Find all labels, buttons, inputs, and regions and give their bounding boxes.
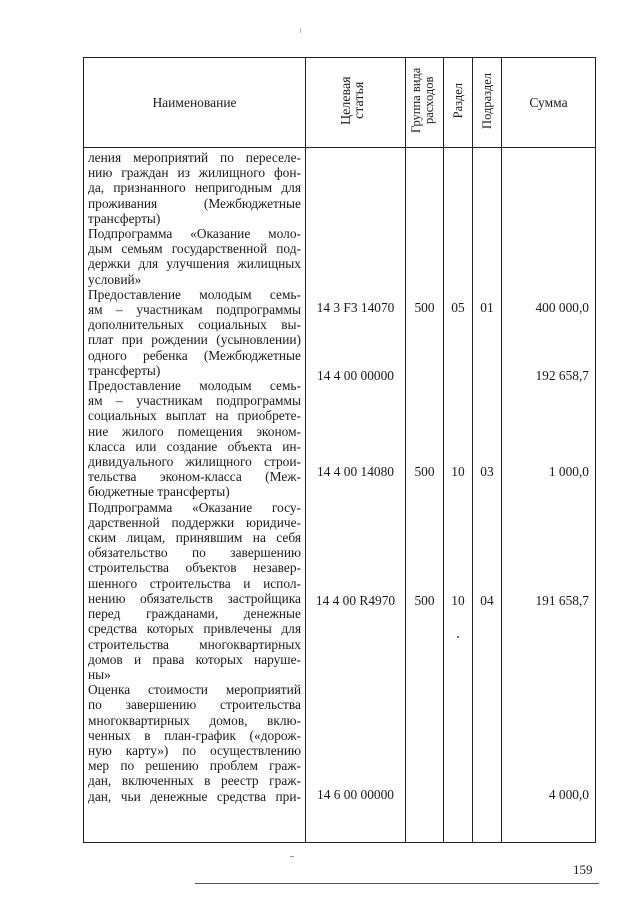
row-amount: 1 000,0 bbox=[548, 464, 589, 479]
name-line: дым семьям государственной под- bbox=[88, 241, 301, 257]
name-line: перед гражданами, денежные bbox=[88, 606, 301, 622]
row-code: 14 6 00 00000 bbox=[317, 787, 394, 802]
row-subsection: 01 bbox=[480, 300, 494, 315]
row-code: 14 4 00 14080 bbox=[317, 464, 394, 479]
scan-speck bbox=[457, 636, 459, 638]
name-line: обязательство по завершению bbox=[88, 545, 301, 561]
row-amount: 192 658,7 bbox=[535, 368, 589, 383]
name-line: по завершению строительства bbox=[88, 697, 301, 713]
row-amount: 191 658,7 bbox=[535, 593, 589, 608]
name-line: нению обязательств застройщика bbox=[88, 590, 301, 606]
header-expense-group: Группа вида расходов bbox=[406, 58, 444, 148]
name-line: ям – участникам подпрограммы bbox=[88, 302, 301, 318]
code-column bbox=[306, 148, 406, 843]
header-section: Раздел bbox=[444, 58, 473, 148]
name-line: Подпрограмма «Оказание моло- bbox=[88, 226, 301, 242]
row-group: 500 bbox=[414, 593, 435, 608]
row-group: 500 bbox=[414, 300, 435, 315]
header-name: Наименование bbox=[84, 58, 306, 148]
name-line: ние жилого помещения эконом- bbox=[88, 423, 301, 439]
name-line: строительства объектов незавер- bbox=[88, 560, 301, 576]
row-section: 10 bbox=[451, 593, 465, 608]
name-line: мер по решению проблем граж- bbox=[88, 758, 301, 774]
header-amount: Сумма bbox=[502, 58, 596, 148]
name-line: шенного строительства и испол- bbox=[88, 575, 301, 591]
amount-column bbox=[502, 148, 596, 843]
names-column bbox=[84, 148, 306, 843]
name-line: Предоставление молодым семь- bbox=[88, 286, 301, 302]
row-code: 14 4 00 R4970 bbox=[315, 593, 396, 608]
top-mark bbox=[300, 28, 301, 33]
name-line: трансферты) bbox=[88, 210, 161, 226]
budget-table bbox=[83, 57, 596, 843]
name-line: условий» bbox=[88, 271, 142, 287]
footer-rule bbox=[195, 883, 599, 884]
table-header-row bbox=[84, 58, 596, 148]
table-body-row bbox=[84, 148, 596, 843]
name-line: Предоставление молодым семь- bbox=[88, 378, 301, 394]
row-section: 10 bbox=[451, 464, 465, 479]
name-line: одного ребенка (Межбюджетные bbox=[88, 347, 301, 363]
header-subsection: Подраздел bbox=[473, 58, 502, 148]
row-code: 14 3 F3 14070 bbox=[316, 300, 395, 315]
page-number: 159 bbox=[573, 862, 593, 877]
name-line: дан, включенных в реестр граж- bbox=[88, 773, 301, 789]
row-subsection: 04 bbox=[480, 593, 494, 608]
row-subsection: 03 bbox=[480, 464, 494, 479]
name-line: ским лицам, принявшим на себя bbox=[88, 530, 301, 546]
subsection-column bbox=[473, 148, 502, 843]
name-line: дарственной поддержки юридиче- bbox=[88, 514, 301, 530]
name-line: многоквартирных домов, вклю- bbox=[88, 712, 301, 728]
name-line: проживания (Межбюджетные bbox=[88, 195, 301, 211]
name-line: дивидуального жилищного строи- bbox=[88, 454, 301, 470]
row-amount: 400 000,0 bbox=[535, 300, 589, 315]
name-line: средства которых привлечены для bbox=[88, 621, 301, 637]
name-line: ченных в план-график («дорож- bbox=[88, 727, 301, 743]
name-line: трансферты) bbox=[88, 362, 161, 378]
name-line: социальных выплат на приобрете- bbox=[88, 408, 301, 424]
name-line: домов и права которых наруше- bbox=[88, 651, 301, 667]
name-line: дополнительных социальных вы- bbox=[88, 317, 301, 333]
name-line: ную карту») по осуществлению bbox=[88, 742, 301, 758]
row-amount: 4 000,0 bbox=[548, 787, 589, 802]
header-target-article: Целевая статья bbox=[306, 58, 406, 148]
name-line: дан, чьи денежные средства при- bbox=[88, 788, 301, 804]
name-line: тельства эконом-класса (Меж- bbox=[88, 469, 301, 485]
row-group: 500 bbox=[414, 464, 435, 479]
name-line: ны» bbox=[88, 666, 111, 682]
name-line: бюджетные трансферты) bbox=[88, 484, 230, 500]
scan-mark bbox=[290, 856, 294, 857]
name-line: держки для улучшения жилищных bbox=[88, 256, 301, 272]
name-line: строительства многоквартирных bbox=[88, 636, 301, 652]
name-line: нию граждан из жилищного фон- bbox=[88, 165, 301, 181]
name-line: Подпрограмма «Оказание госу- bbox=[88, 499, 301, 515]
name-line: ления мероприятий по переселе- bbox=[88, 150, 301, 165]
name-line: ям – участникам подпрограммы bbox=[88, 393, 301, 409]
row-section: 05 bbox=[451, 300, 465, 315]
name-line: да, признанного непригодным для bbox=[88, 180, 301, 196]
group-column bbox=[406, 148, 444, 843]
name-line: плат при рождении (усыновлении) bbox=[88, 332, 301, 348]
row-code: 14 4 00 00000 bbox=[317, 368, 394, 383]
name-line: Оценка стоимости мероприятий bbox=[88, 682, 301, 698]
section-column bbox=[444, 148, 473, 843]
name-line: класса или создание объекта ин- bbox=[88, 438, 301, 454]
